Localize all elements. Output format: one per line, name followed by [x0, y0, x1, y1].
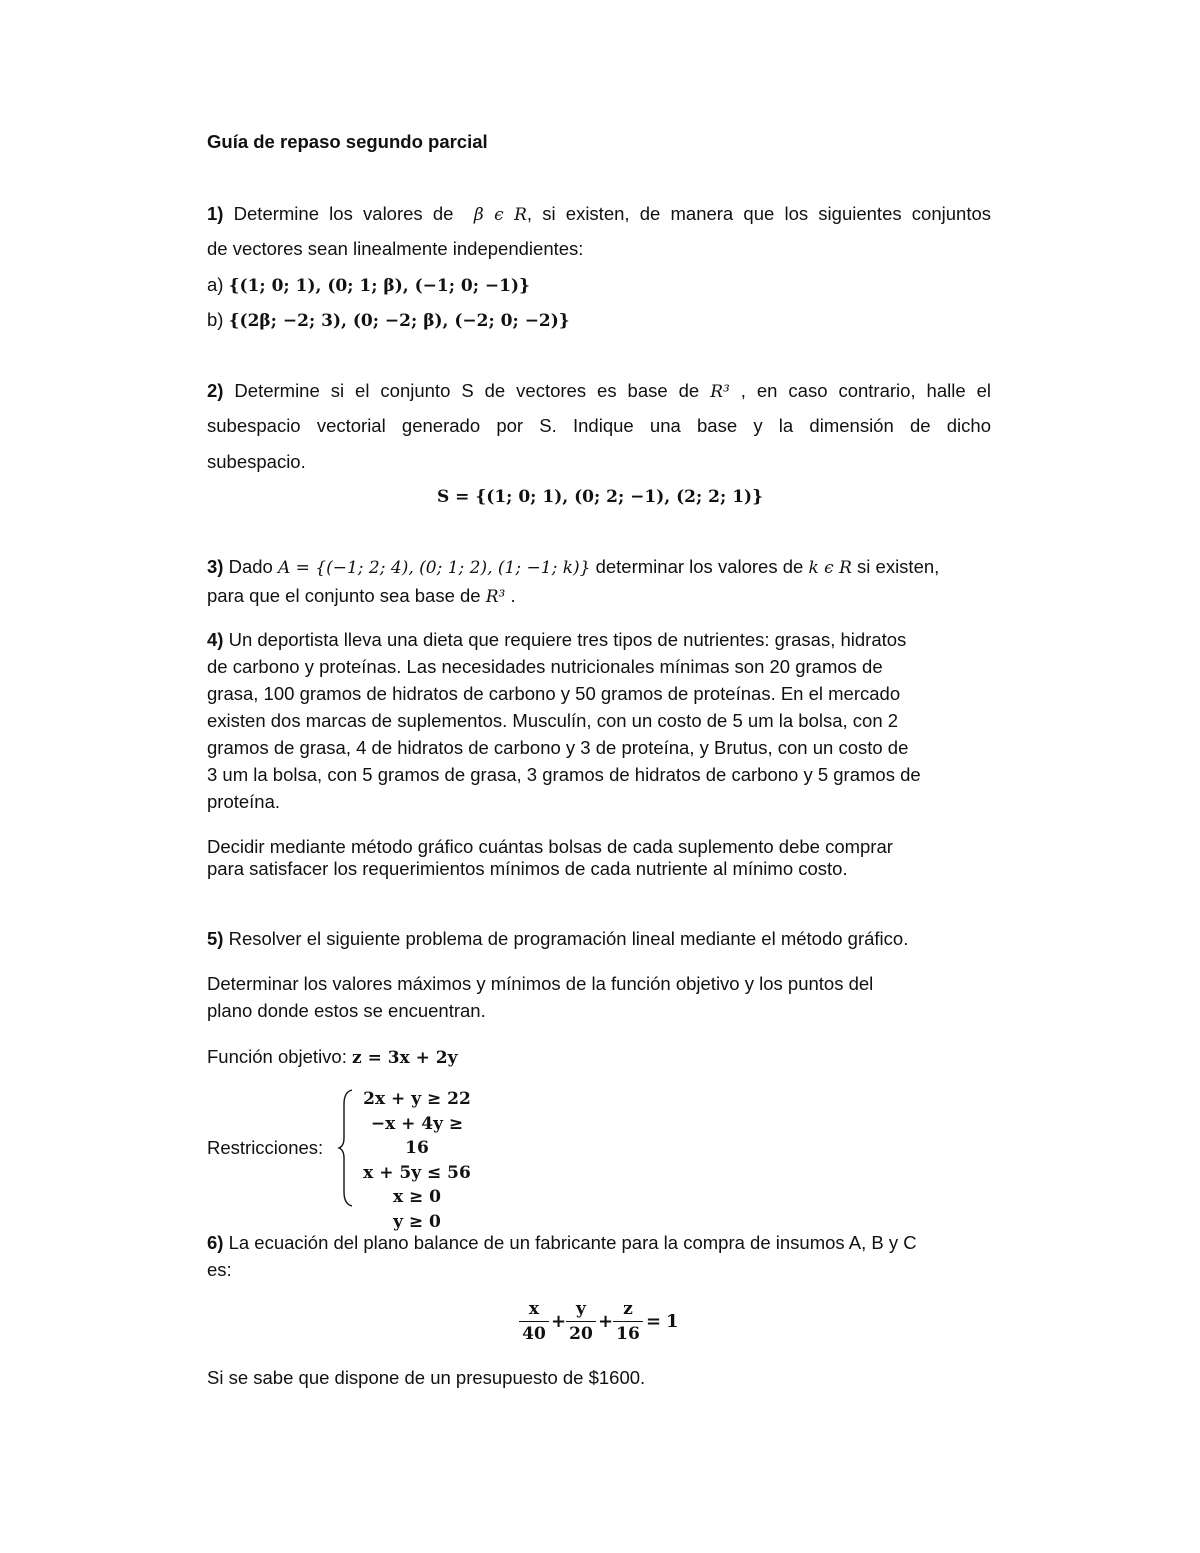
q6-number: 6) [207, 1232, 224, 1253]
q1-line-2: de vectores sean linealmente independientes: [207, 238, 584, 259]
q2-number: 2) [207, 380, 224, 401]
q3-line-2 [207, 584, 516, 609]
q2-text-b: , en caso contrario, halle el [740, 380, 992, 401]
page-title: Guía de repaso segundo parcial [207, 131, 488, 152]
q5-objective-function: z = 3x + 2y [352, 1048, 458, 1068]
equals-sign: = [646, 1311, 662, 1332]
q4-text-1: Un deportista lleva una dieta que requiere tres tipos de nutrientes: grasas, hidratos [228, 629, 907, 650]
q1-number: 1) [207, 203, 224, 224]
q4-line-7: proteína. [207, 791, 281, 812]
q5-objective [207, 1045, 458, 1070]
constraint-3: x + 5y ≤ 56 [363, 1162, 471, 1183]
q2-line-3: subespacio. [207, 451, 306, 472]
q1-line-1 [207, 202, 991, 227]
q3-text-a: Dado [228, 556, 273, 577]
q4-line-2: de carbono y proteínas. Las necesidades nutricionales mínimas son 20 gramos de [207, 656, 883, 677]
q1-b-label: b) [207, 309, 224, 330]
q6-line-2: es: [207, 1259, 232, 1280]
q5-text-1: Resolver el siguiente problema de programación lineal mediante el método gráfico. [228, 928, 909, 949]
fraction-denominator: 20 [569, 1324, 593, 1344]
q4-line-4: existen dos marcas de suplementos. Musculín, con un costo de 5 um la bolsa, con 2 [207, 710, 899, 731]
q1-b-set: {(2β; −2; 3), (0; −2; β), (−2; 0; −2)} [228, 311, 570, 331]
q4-number: 4) [207, 629, 224, 650]
fraction-numerator: z [613, 1298, 643, 1322]
q5-objective-label: Función objetivo: [207, 1046, 347, 1067]
q1-item-b [207, 308, 570, 333]
q5-line-1 [207, 927, 908, 951]
q1-item-a [207, 273, 530, 298]
plus-sign: + [598, 1311, 614, 1332]
q3-text-b: determinar los valores de [595, 556, 804, 577]
q6-budget: Si se sabe que dispone de un presupuesto de $1600. [207, 1367, 646, 1388]
fraction-denominator: 16 [616, 1324, 640, 1344]
q5-det-2: plano donde estos se encuentran. [207, 1000, 486, 1021]
q3-number: 3) [207, 556, 224, 577]
q3-line-1 [207, 555, 939, 580]
left-brace-icon [336, 1088, 358, 1208]
q2-text-a: Determine si el conjunto S de vectores es base de [234, 380, 700, 401]
q3-text-c: si existen, [857, 556, 940, 577]
q4-line-5: gramos de grasa, 4 de hidratos de carbono y 3 de proteína, y Brutus, con un costo de [207, 737, 909, 758]
q3-set-a: A = {(−1; 2; 4), (0; 1; 2), (1; −1; k)} [277, 558, 591, 578]
q2-r3-math: R³ [710, 382, 730, 402]
q5-number: 5) [207, 928, 224, 949]
constraint-4: x ≥ 0 [392, 1187, 442, 1207]
fraction-x-40 [519, 1298, 549, 1346]
q2-set-s: S = {(1; 0; 1), (0; 2; −1), (2; 2; 1)} [436, 487, 764, 507]
fraction-denominator: 40 [522, 1324, 546, 1344]
plus-sign: + [551, 1311, 567, 1332]
equation-rhs: 1 [666, 1311, 679, 1332]
q4-decide-2: para satisfacer los requerimientos mínimos de cada nutriente al mínimo costo. [207, 858, 848, 879]
q4-decide-1: Decidir mediante método gráfico cuántas bolsas de cada suplemento debe comprar [207, 836, 893, 857]
q3-r3-math: R³ [485, 587, 506, 607]
q1-text-a: Determine los valores de [233, 203, 454, 224]
q6-line-1 [207, 1231, 917, 1255]
q1-a-label: a) [207, 274, 224, 295]
q5-constraints [357, 1087, 477, 1234]
fraction-numerator: y [566, 1298, 596, 1322]
q6-text-1: La ecuación del plano balance de un fabricante para la compra de insumos A, B y C [228, 1232, 917, 1253]
constraint-1: 2x + y ≥ 22 [363, 1089, 471, 1109]
constraint-2: −x + 4y ≥ 16 [370, 1113, 464, 1158]
q2-line-1 [207, 379, 991, 404]
q3-text-d: para que el conjunto sea base de [207, 585, 481, 606]
q3-k-math: k ϵ R [808, 558, 852, 578]
q3-text-e: . [510, 585, 516, 606]
q1-a-set: {(1; 0; 1), (0; 1; β), (−1; 0; −1)} [228, 276, 530, 296]
q2-line-2: subespacio vectorial generado por S. Indique una base y la dimensión de dicho [207, 415, 991, 436]
constraint-5: y ≥ 0 [393, 1211, 441, 1232]
q4-line-6: 3 um la bolsa, con 5 gramos de grasa, 3 gramos de hidratos de carbono y 5 gramos de [207, 764, 921, 785]
q5-restrictions-label: Restricciones: [207, 1137, 324, 1158]
q4-line-1 [207, 628, 906, 652]
fraction-y-20 [566, 1298, 596, 1346]
q4-line-3: grasa, 100 gramos de hidratos de carbono y 50 gramos de proteínas. En el mercado [207, 683, 901, 704]
fraction-z-16 [613, 1298, 643, 1346]
q1-text-b: , si existen, de manera que los siguientes conjuntos [526, 203, 991, 224]
q5-det-1: Determinar los valores máximos y mínimos de la función objetivo y los puntos del [207, 973, 874, 994]
q1-beta-math: β ϵ R [473, 205, 527, 225]
fraction-numerator: x [519, 1298, 549, 1322]
